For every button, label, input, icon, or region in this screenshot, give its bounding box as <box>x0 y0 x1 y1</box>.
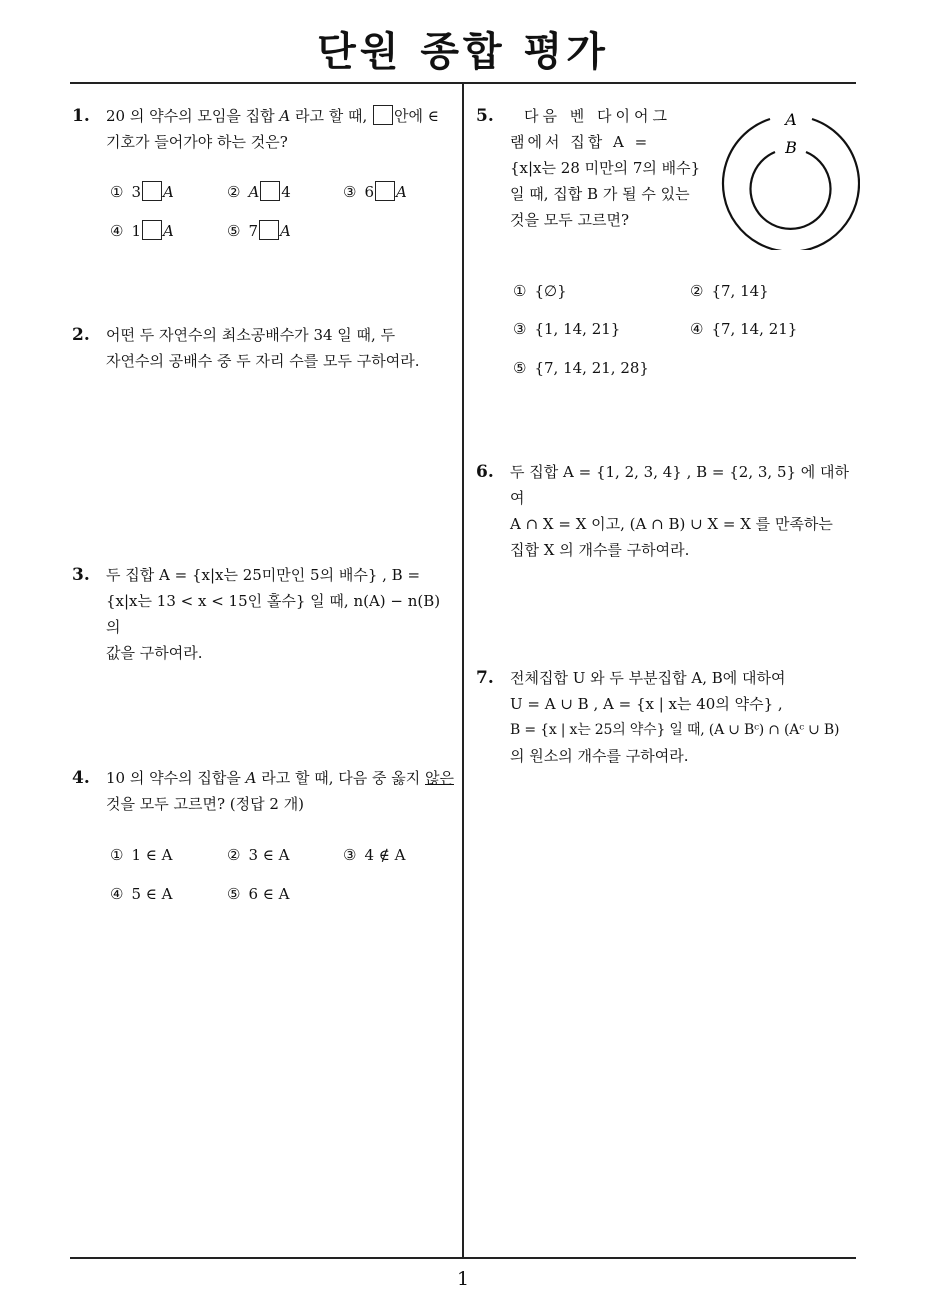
question-number: 5. <box>476 106 494 126</box>
choice-3[interactable]: ③ 6 A <box>343 183 407 201</box>
blank-box <box>260 181 280 201</box>
footer-rule <box>70 1257 856 1259</box>
set-b-label: B <box>785 138 797 157</box>
question-text: {x|x는 28 미만의 7의 배수} <box>510 159 701 177</box>
question-text: 10 의 약수의 집합을 A 라고 할 때, 다음 중 옳지 않은 <box>106 769 454 787</box>
choice-4[interactable]: ④ 5 ∈ A <box>110 885 173 903</box>
question-text: 기호가 들어가야 하는 것은? <box>106 133 288 151</box>
question-text: 램에서 집합 A = <box>510 133 651 151</box>
question-text: 집합 X 의 개수를 구하여라. <box>510 541 690 559</box>
question-number: 6. <box>476 462 494 482</box>
blank-box <box>373 105 393 125</box>
question-number: 3. <box>72 565 90 585</box>
choice-3[interactable]: ③ 4 ∉ A <box>343 846 406 864</box>
question-text: 두 집합 A = {1, 2, 3, 4} , B = {2, 3, 5} 에 대하여 <box>510 463 850 507</box>
question-text: U = A ∪ B , A = {x | x는 40의 약수} , <box>510 695 783 713</box>
question-text: 전체집합 U 와 두 부분집합 A, B에 대하여 <box>510 669 786 687</box>
question-text: 값을 구하여라. <box>106 644 203 662</box>
choice-1[interactable]: ① 1 ∈ A <box>110 846 173 864</box>
question-text: B = {x | x는 25의 약수} 일 때, (A ∪ Bᶜ) ∩ (Aᶜ ∪ B) <box>510 722 840 738</box>
question-text: 자연수의 공배수 중 두 자리 수를 모두 구하여라. <box>106 352 420 370</box>
choice-2[interactable]: ② 3 ∈ A <box>227 846 290 864</box>
set-a-label: A <box>785 110 797 129</box>
question-text: 일 때, 집합 B 가 될 수 있는 <box>510 185 690 203</box>
choice-1[interactable]: ① {∅} <box>513 282 567 300</box>
question-number: 7. <box>476 668 494 688</box>
question-text: 다음 벤 다이어그 <box>524 107 671 125</box>
choice-4[interactable]: ④ {7, 14, 21} <box>690 320 798 338</box>
column-divider <box>462 84 464 1258</box>
question-text: 의 원소의 개수를 구하여라. <box>510 747 689 765</box>
choice-4[interactable]: ④ 1 A <box>110 222 174 240</box>
page-number: 1 <box>456 1268 470 1290</box>
question-number: 2. <box>72 325 90 345</box>
blank-box <box>142 181 162 201</box>
choice-1[interactable]: ① 3 A <box>110 183 174 201</box>
blank-box <box>259 220 279 240</box>
question-text: 두 집합 A = {x|x는 25미만인 5의 배수} , B = <box>106 566 421 584</box>
question-text: 20 의 약수의 모임을 집합 A 라고 할 때, 안에 ∈ <box>106 107 439 125</box>
blank-box <box>375 181 395 201</box>
choice-2[interactable]: ② {7, 14} <box>690 282 769 300</box>
venn-diagram <box>720 104 860 250</box>
choice-5[interactable]: ⑤ {7, 14, 21, 28} <box>513 359 649 377</box>
question-text: 것을 모두 고르면? <box>510 211 630 229</box>
question-text: {x|x는 13 < x < 15인 홀수} 일 때, n(A) − n(B) 의 <box>106 592 441 636</box>
blank-box <box>142 220 162 240</box>
choice-2[interactable]: ② A 4 <box>227 183 291 201</box>
set-b-circle <box>751 152 831 229</box>
question-number: 1. <box>72 106 90 126</box>
question-number: 4. <box>72 768 90 788</box>
choice-3[interactable]: ③ {1, 14, 21} <box>513 320 621 338</box>
question-text: A ∩ X = X 이고, (A ∩ B) ∪ X = X 를 만족하는 <box>510 515 833 533</box>
page-title: 단원 종합 평가 <box>317 29 609 75</box>
choice-5[interactable]: ⑤ 7 A <box>227 222 291 240</box>
question-text: 어떤 두 자연수의 최소공배수가 34 일 때, 두 <box>106 326 396 344</box>
question-text: 것을 모두 고르면? (정답 2 개) <box>106 795 305 813</box>
choice-5[interactable]: ⑤ 6 ∈ A <box>227 885 290 903</box>
